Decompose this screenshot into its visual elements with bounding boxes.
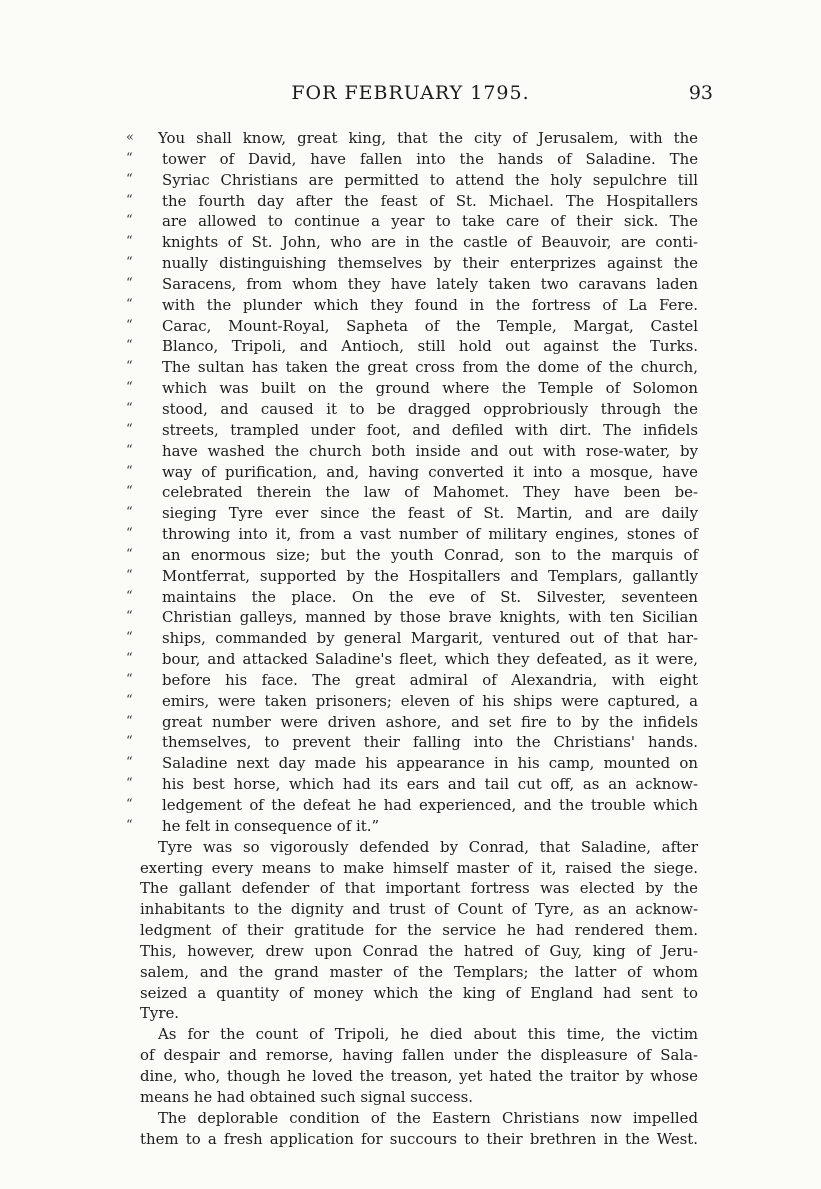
text-line: [126, 253, 698, 274]
line-text: way of purification, and, having converted it into a mosque, have: [162, 462, 698, 481]
quote-mark: “: [126, 713, 133, 729]
quote-mark: “: [126, 463, 133, 479]
line-text: means he had obtained such signal success.: [140, 1087, 473, 1106]
line-text: tower of David, have fallen into the hands of Saladine. The: [162, 149, 698, 168]
text-line: [140, 878, 698, 899]
line-text: The sultan has taken the great cross from the dome of the church,: [162, 358, 698, 377]
quote-mark: “: [126, 755, 133, 771]
line-text: an enormous size; but the youth Conrad, son to the marquis of: [162, 545, 698, 564]
line-text: Carac, Mount-Royal, Sapheta of the Temple, Margat, Castel: [162, 316, 698, 335]
text-line: [140, 920, 698, 941]
quote-mark: “: [126, 609, 133, 625]
text-line: [140, 941, 698, 962]
line-text: with the plunder which they found in the fortress of La Fere.: [162, 295, 698, 314]
text-line: [126, 274, 698, 295]
quote-mark: “: [126, 797, 133, 812]
line-text: Tyre.: [140, 1004, 180, 1023]
text-line: [140, 899, 698, 920]
quote-mark: “: [126, 380, 133, 396]
line-text: he felt in consequence of it.”: [162, 816, 380, 835]
quote-mark: “: [126, 234, 133, 250]
line-text: inhabitants to the dignity and trust of Count of Tyre, as an acknow-: [140, 900, 698, 919]
text-line: [140, 962, 698, 983]
text-line: [126, 336, 698, 357]
line-text: seized a quantity of money which the king of England had sent to: [140, 983, 698, 1002]
line-text: have washed the church both inside and out with rose-water, by: [162, 441, 698, 460]
page-header: [0, 82, 821, 112]
quote-mark: “: [126, 213, 133, 229]
text-line: [126, 545, 698, 566]
text-line: [126, 420, 698, 441]
text-line: [140, 1087, 698, 1108]
line-text: Montferrat, supported by the Hospitallers and Templars, gallantly: [162, 566, 698, 585]
line-text: his best horse, which had its ears and tail cut off, as an acknow-: [162, 775, 698, 794]
line-text: exerting every means to make himself master of it, raised the siege.: [140, 858, 698, 877]
line-text: Christian galleys, manned by those brave knights, with ten Sicilian: [162, 608, 698, 627]
quote-mark: “: [126, 484, 133, 500]
text-line: [126, 482, 698, 503]
quote-mark: “: [126, 442, 133, 458]
text-line: [126, 295, 698, 316]
line-text: ledgement of the defeat he had experienced, and the trouble which: [162, 796, 698, 814]
body-text: [126, 128, 698, 1149]
text-line: [126, 587, 698, 608]
line-text: dine, who, though he loved the treason, yet hated the traitor by whose: [140, 1066, 698, 1085]
text-line: [126, 524, 698, 545]
quote-mark: “: [126, 776, 133, 792]
quote-mark: “: [126, 630, 133, 646]
running-title: FOR FEBRUARY 1795.: [291, 82, 530, 104]
line-text: The gallant defender of that important fortress was elected by the: [140, 879, 698, 898]
text-line: [140, 1003, 698, 1024]
text-line: [126, 503, 698, 524]
text-line: [126, 566, 698, 587]
line-text: The deplorable condition of the Eastern Christians now impelled: [158, 1108, 698, 1127]
line-text: Blanco, Tripoli, and Antioch, still hold out against the Turks.: [162, 337, 698, 356]
line-text: themselves, to prevent their falling into the Christians' hands.: [162, 733, 698, 752]
quote-mark: “: [126, 505, 133, 521]
text-line: [126, 149, 698, 170]
text-line: [126, 753, 698, 774]
line-text: This, however, drew upon Conrad the hatred of Guy, king of Jeru-: [140, 941, 698, 960]
text-line: [126, 691, 698, 712]
line-text: emirs, were taken prisoners; eleven of his ships were captured, a: [162, 691, 698, 710]
line-text: Tyre was so vigorously defended by Conrad, that Saladine, after: [158, 837, 698, 856]
text-line: [126, 378, 698, 399]
text-line: [126, 670, 698, 691]
line-text: sieging Tyre ever since the feast of St. Martin, and are daily: [162, 504, 698, 523]
line-text: celebrated therein the law of Mahomet. They have been be-: [162, 483, 698, 502]
line-text: Saracens, from whom they have lately taken two caravans laden: [162, 274, 698, 293]
quote-mark: “: [126, 150, 133, 166]
text-line: [140, 1129, 698, 1150]
text-line: [140, 1066, 698, 1087]
text-line: [126, 357, 698, 378]
line-text: nually distinguishing themselves by their enterprizes against the: [162, 254, 698, 273]
line-text: throwing into it, from a vast number of military engines, stones of: [162, 525, 698, 544]
text-line: [140, 837, 698, 858]
quote-mark: “: [126, 338, 133, 354]
quote-mark: «: [126, 130, 134, 145]
text-line: [140, 858, 698, 879]
text-line: [126, 732, 698, 753]
text-line: [126, 712, 698, 733]
line-text: As for the count of Tripoli, he died about this time, the victim: [158, 1025, 698, 1044]
quote-mark: “: [126, 588, 133, 604]
quote-mark: “: [126, 567, 133, 583]
text-line: [140, 1108, 698, 1129]
line-text: Syriac Christians are permitted to attend the holy sepulchre till: [162, 170, 698, 189]
line-text: great number were driven ashore, and set fire to by the infidels: [162, 712, 698, 731]
quote-mark: “: [126, 651, 133, 667]
line-text: bour, and attacked Saladine's fleet, which they defeated, as it were,: [162, 650, 698, 669]
line-text: Saladine next day made his appearance in his camp, mounted on: [162, 754, 698, 773]
page-number: 93: [688, 82, 713, 104]
line-text: before his face. The great admiral of Alexandria, with eight: [162, 670, 698, 689]
text-line: [140, 1024, 698, 1045]
quote-mark: “: [126, 255, 133, 271]
quote-mark: “: [126, 671, 133, 687]
text-line: [126, 399, 698, 420]
line-text: knights of St. John, who are in the castle of Beauvoir, are conti-: [162, 233, 698, 252]
text-line: [140, 983, 698, 1004]
quote-mark: “: [126, 817, 133, 833]
quote-mark: “: [126, 275, 133, 291]
quote-mark: “: [126, 526, 133, 542]
line-text: which was built on the ground where the Temple of Solomon: [162, 379, 698, 398]
line-text: the fourth day after the feast of St. Michael. The Hospitallers: [162, 191, 698, 210]
quote-mark: “: [126, 171, 133, 187]
quote-mark: “: [126, 734, 133, 750]
line-text: ships, commanded by general Margarit, ventured out of that har-: [162, 629, 698, 648]
text-line: [126, 816, 698, 837]
quote-mark: “: [126, 192, 133, 208]
quote-mark: “: [126, 692, 133, 708]
text-line: [126, 170, 698, 191]
line-text: are allowed to continue a year to take care of their sick. The: [162, 212, 698, 231]
text-line: [126, 232, 698, 253]
line-text: of despair and remorse, having fallen under the displeasure of Sala-: [140, 1046, 698, 1065]
text-line: [126, 462, 698, 483]
line-text: salem, and the grand master of the Templars; the latter of whom: [140, 962, 698, 981]
text-line: [126, 795, 698, 816]
text-line: [126, 316, 698, 337]
text-line: [126, 191, 698, 212]
line-text: stood, and caused it to be dragged opprobriously through the: [162, 399, 698, 418]
line-text: You shall know, great king, that the city of Jerusalem, with the: [158, 129, 698, 147]
text-line: [126, 128, 698, 149]
line-text: ledgment of their gratitude for the service he had rendered them.: [140, 921, 698, 940]
text-line: [126, 607, 698, 628]
line-text: them to a fresh application for succours to their brethren in the West.: [140, 1129, 698, 1148]
text-line: [126, 649, 698, 670]
quote-mark: “: [126, 317, 133, 333]
text-line: [126, 441, 698, 462]
quote-mark: “: [126, 296, 133, 312]
line-text: maintains the place. On the eve of St. Silvester, seventeen: [162, 587, 698, 606]
quote-mark: “: [126, 546, 133, 562]
text-line: [126, 774, 698, 795]
quote-mark: “: [126, 421, 133, 437]
line-text: streets, trampled under foot, and defiled with dirt. The infidels: [162, 420, 698, 439]
text-line: [126, 211, 698, 232]
quote-mark: “: [126, 400, 133, 416]
quote-mark: “: [126, 359, 133, 375]
text-line: [126, 628, 698, 649]
text-line: [140, 1045, 698, 1066]
